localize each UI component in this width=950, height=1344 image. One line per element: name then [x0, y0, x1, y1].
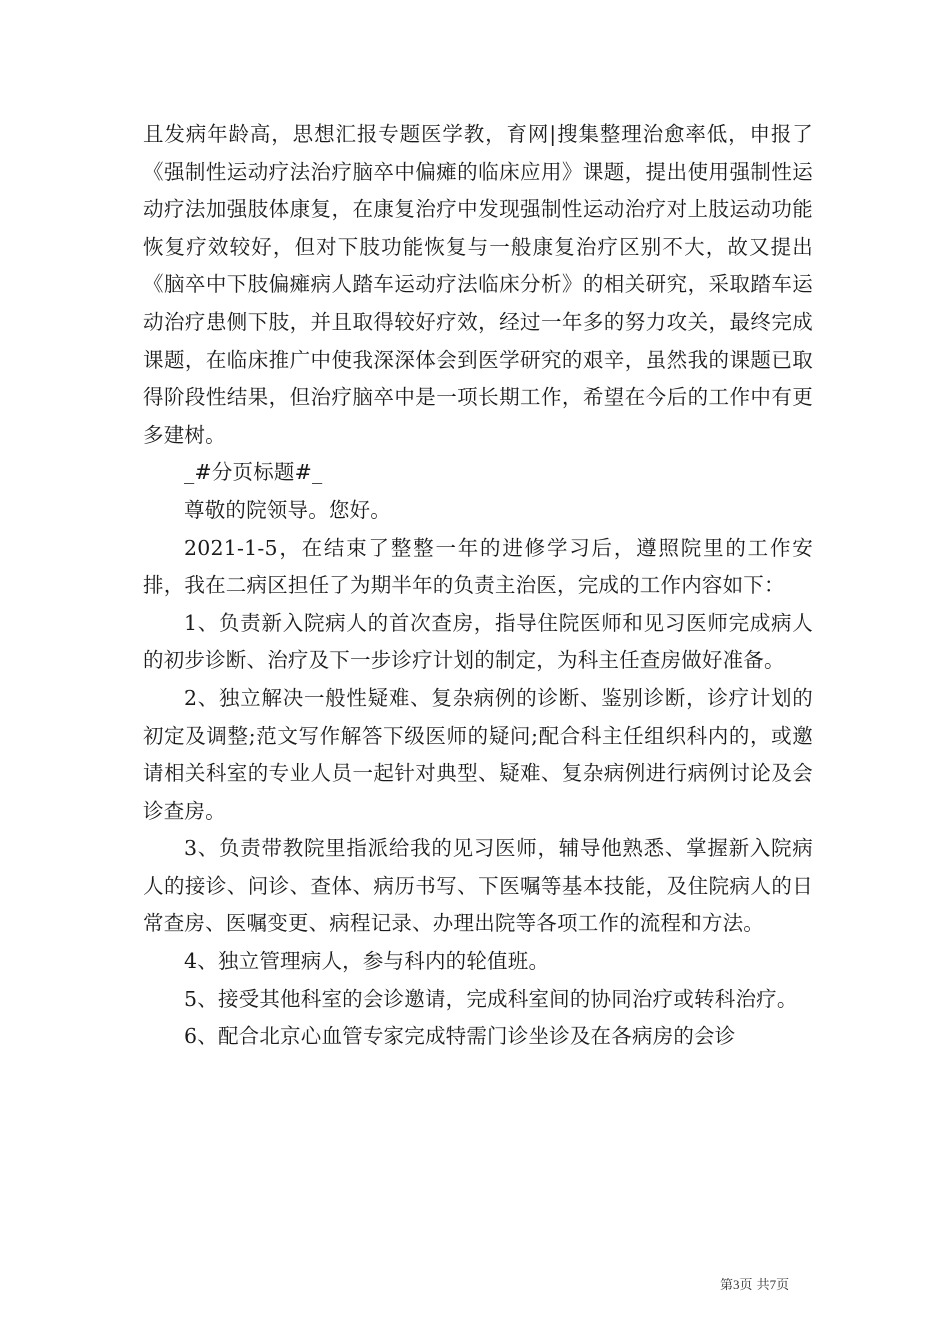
page-footer	[720, 1277, 789, 1294]
footer-middle: 页 共	[739, 1278, 770, 1293]
list-item-1: 1、负责新入院病人的首次查房，指导住院医师和见习医师完成病人的初步诊断、治疗及下一步诊疗计划的制定，为科主任查房做好准备。	[143, 610, 813, 673]
list-item-3: 3、负责带教院里指派给我的见习医师，辅导他熟悉、掌握新入院病人的接诊、问诊、查体、病历书写、下医嘱等基本技能，及住院病人的日常查房、医嘱变更、病程记录、办理出院等各项工作的流程和方法。	[143, 836, 813, 936]
list-item-5: 5、接受其他科室的会诊邀请，完成科室间的协同治疗或转科治疗。	[184, 986, 798, 1011]
list-item-6: 6、配合北京心血管专家完成特需门诊坐诊及在各病房的会诊	[184, 1024, 736, 1049]
total-page-count: 7	[769, 1277, 777, 1292]
paragraph-continuation: 且发病年龄高，思想汇报专题医学教，育网|搜集整理治愈率低，申报了《强制性运动疗法治疗脑卒中偏瘫的临床应用》课题，提出使用强制性运动疗法加强肢体康复，在康复治疗中发现强制性运动治疗对上肢运动功能恢复疗效较好，但对下肢功能恢复与一般康复治疗区别不大，故又提出《脑卒中下肢偏瘫病人踏车运动疗法临床分析》的相关研究，采取踏车运动治疗患侧下肢，并且取得较好疗效，经过一年多的努力攻关，最终完成课题，在临床推广中使我深深体会到医学研究的艰辛，虽然我的课题已取得阶段性结果，但治疗脑卒中是一项长期工作，希望在今后的工作中有更多建树。	[143, 122, 813, 447]
footer-prefix: 第	[720, 1278, 734, 1293]
footer-suffix: 页	[776, 1278, 790, 1293]
salutation: 尊敬的院领导。您好。	[184, 497, 391, 522]
document-body	[143, 116, 813, 1056]
page-title-placeholder: _#分页标题#_	[184, 460, 323, 485]
list-item-2: 2、独立解决一般性疑难、复杂病例的诊断、鉴别诊断，诊疗计划的初定及调整;范文写作解答下级医师的疑问;配合科主任组织科内的，或邀请相关科室的专业人员一起针对典型、疑难、复杂病例进行病例讨论及会诊查房。	[143, 685, 813, 823]
current-page-number: 3	[733, 1277, 740, 1292]
paragraph-intro: 2021-1-5，在结束了整整一年的进修学习后，遵照院里的工作安排，我在二病区担任了为期半年的负责主治医，完成的工作内容如下：	[143, 535, 813, 598]
list-item-4: 4、独立管理病人，参与科内的轮值班。	[184, 949, 550, 974]
